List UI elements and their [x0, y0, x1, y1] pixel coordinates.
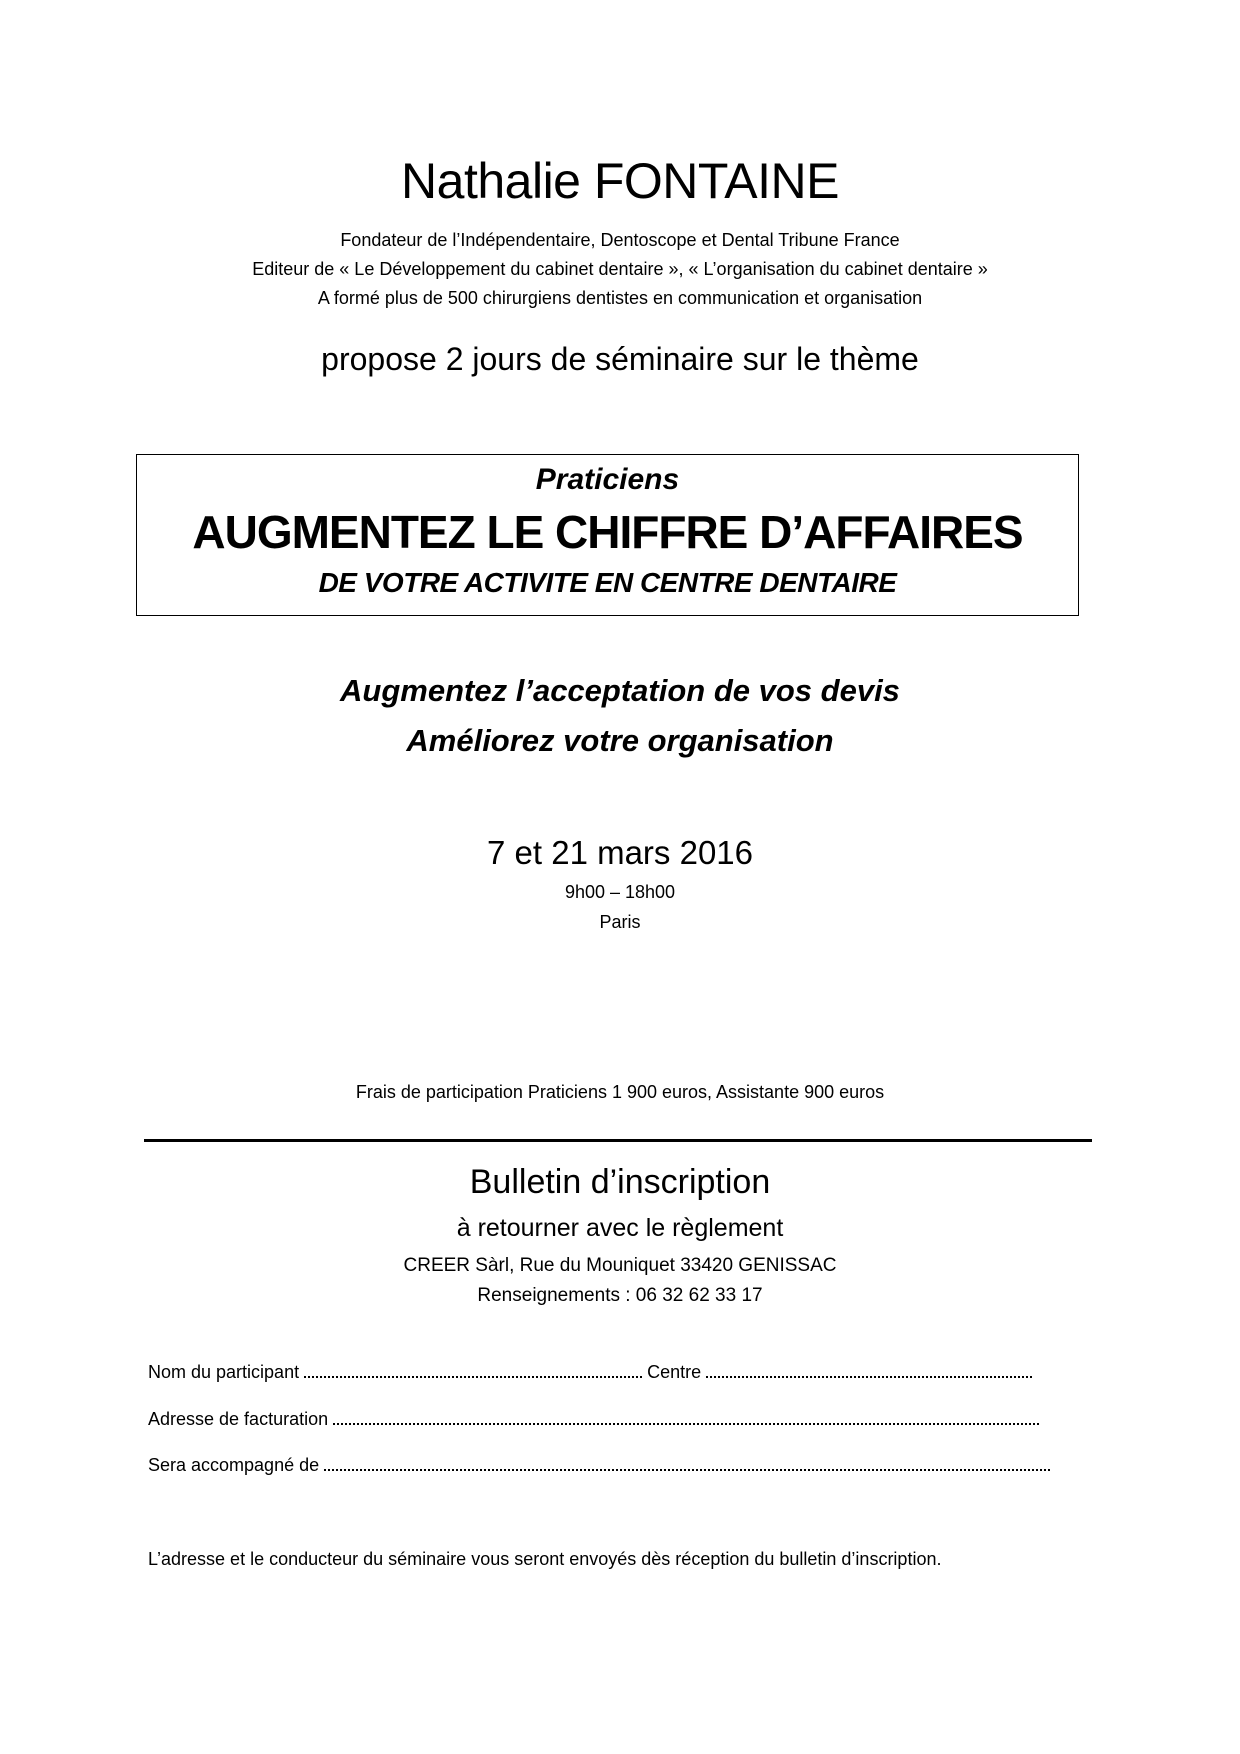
registration-title: Bulletin d’inscription	[469, 1163, 771, 1201]
event-hours: 9h00 – 18h00	[564, 882, 676, 902]
registration-footnote: L’adresse et le conducteur du séminaire vous seront envoyés dès réception du bulletin d’inscription.	[148, 1549, 942, 1569]
participant-name-blank[interactable]	[304, 1362, 642, 1378]
author-bio-line: Editeur de « Le Développement du cabinet dentaire », « L’organisation du cabinet dentaire »	[252, 259, 988, 279]
registration-address: CREER Sàrl, Rue du Mouniquet 33420 GENISSAC	[403, 1255, 837, 1276]
event-city: Paris	[599, 912, 641, 932]
registration-instruction: à retourner avec le règlement	[456, 1214, 784, 1242]
audience-label: Praticiens	[535, 463, 680, 496]
seminar-headline: AUGMENTEZ LE CHIFFRE D’AFFAIRES	[192, 506, 1023, 558]
companion-blank[interactable]	[324, 1455, 1050, 1471]
participant-field-row	[148, 1362, 1032, 1383]
billing-address-blank[interactable]	[333, 1409, 1039, 1425]
companion-label: Sera accompagné de	[148, 1455, 320, 1475]
billing-address-label: Adresse de facturation	[148, 1409, 329, 1429]
section-divider	[144, 1139, 1092, 1142]
seminar-subline: DE VOTRE ACTIVITE EN CENTRE DENTAIRE	[318, 567, 897, 598]
centre-blank[interactable]	[706, 1362, 1032, 1378]
author-bio-line: Fondateur de l’Indépendentaire, Dentoscope et Dental Tribune France	[340, 230, 900, 250]
seminar-intro: propose 2 jours de séminaire sur le thème	[321, 341, 919, 377]
centre-label: Centre	[647, 1362, 702, 1382]
seminar-goal: Améliorez votre organisation	[406, 723, 834, 758]
author-name: Nathalie FONTAINE	[401, 153, 839, 209]
seminar-goal: Augmentez l’acceptation de vos devis	[340, 673, 900, 708]
seminar-title-box	[136, 454, 1079, 616]
event-dates: 7 et 21 mars 2016	[487, 834, 753, 871]
participant-label: Nom du participant	[148, 1362, 300, 1382]
billing-field-row	[148, 1409, 1039, 1430]
participation-fees: Frais de participation Praticiens 1 900 euros, Assistante 900 euros	[355, 1082, 885, 1102]
registration-contact: Renseignements : 06 32 62 33 17	[477, 1285, 763, 1306]
author-bio-line: A formé plus de 500 chirurgiens dentistes en communication et organisation	[317, 288, 923, 308]
companion-field-row	[148, 1455, 1050, 1476]
